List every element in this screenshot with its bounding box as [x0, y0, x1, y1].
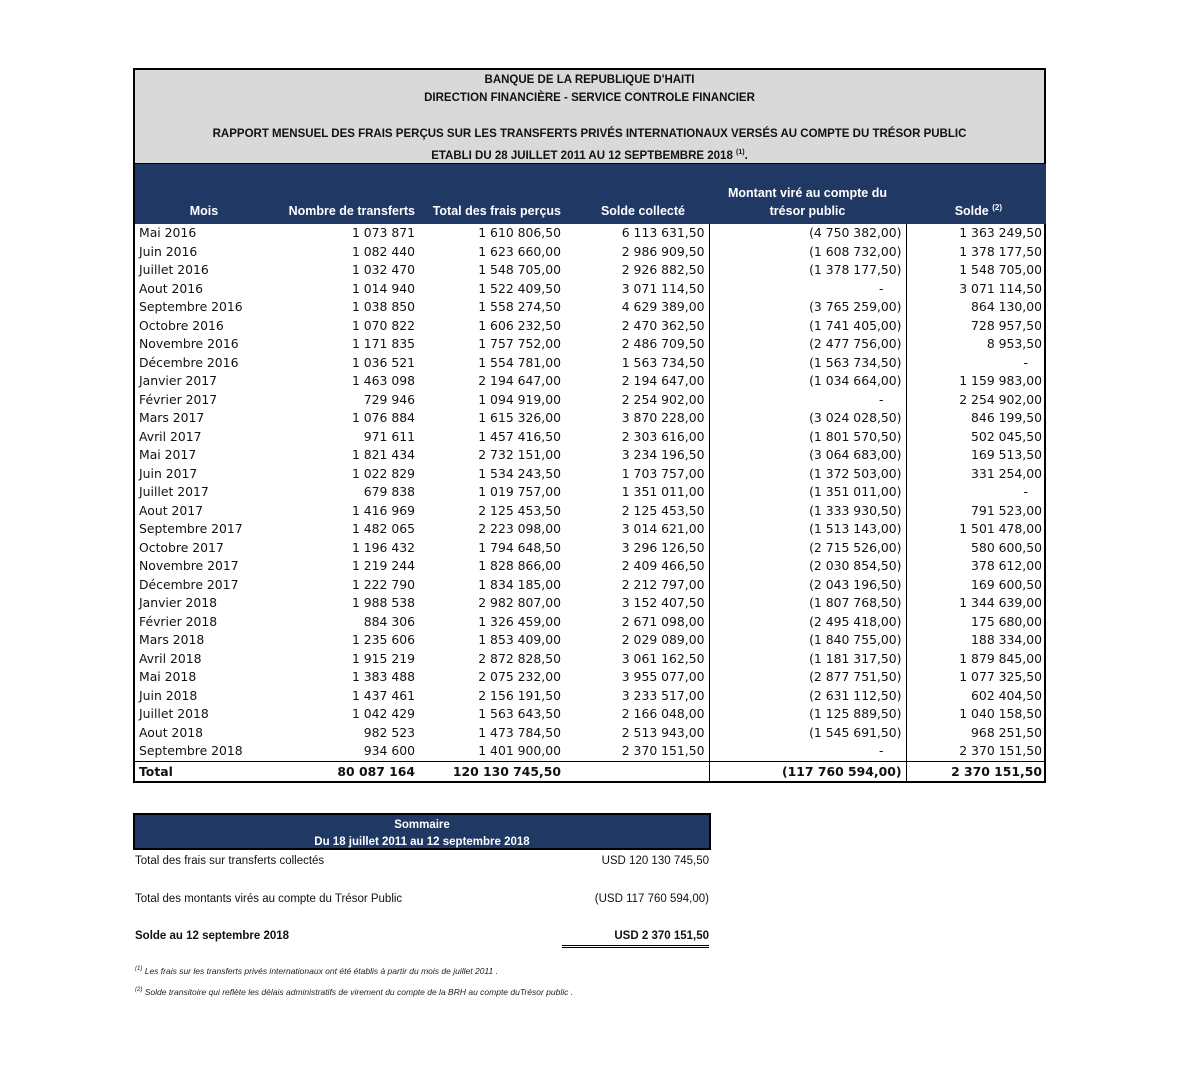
cell-transferts: 1 383 488 — [351, 669, 415, 684]
cell-vire: (1 741 405,00) — [709, 317, 906, 336]
cell-mois: Février 2017 — [139, 391, 218, 407]
cell-mois: Juin 2017 — [139, 465, 198, 481]
report-period: ETABLI DU 28 JUILLET 2011 AU 12 SEPTBEMBRE 2018 $^{(1)}$. — [431, 149, 748, 162]
summary-value: (USD 117 760 594,00) — [594, 893, 709, 905]
cell-solde: 1 159 983,00 — [959, 373, 1042, 388]
summary-value: USD 120 130 745,50 — [601, 855, 709, 867]
footnote-2: $^{(2)}$ Solde transitoire qui reflète les délais administratifs de virement du compte de la BRH au compte duTrésor public . — [135, 987, 574, 997]
cell-mois: Septembre 2017 — [139, 521, 243, 536]
cell-transferts: 1 076 884 — [351, 410, 415, 425]
cell-mois: Mars 2017 — [139, 410, 205, 425]
cell-mois: Décembre 2017 — [139, 576, 239, 592]
cell-frais: 2 194 647,00 — [478, 373, 561, 388]
cell-frais: 1 457 416,50 — [478, 428, 561, 444]
cell-vire: (1 840 755,00) — [709, 631, 906, 650]
cell-solde: 175 680,00 — [971, 613, 1042, 629]
col-header-solde-collecte: Solde collecté — [565, 164, 709, 224]
table-header-row — [135, 164, 1046, 224]
cell-frais: 1 534 243,50 — [478, 465, 561, 481]
cell-collecte: 1 563 734,50 — [565, 354, 709, 373]
cell-transferts: 1 482 065 — [351, 521, 415, 536]
total-label: Total — [135, 761, 273, 781]
cell-transferts: 1 014 940 — [351, 280, 415, 296]
cell-solde: 378 612,00 — [971, 558, 1042, 573]
cell-vire: (1 513 143,00) — [709, 520, 906, 539]
cell-transferts: 1 235 606 — [351, 632, 415, 647]
table-row — [135, 724, 1046, 743]
cell-mois: Novembre 2016 — [139, 336, 239, 351]
cell-transferts: 1 070 822 — [351, 317, 415, 333]
summary-label: Solde au 12 septembre 2018 — [135, 930, 290, 942]
cell-mois: Décembre 2016 — [139, 354, 239, 370]
cell-frais: 1 834 185,00 — [478, 576, 561, 592]
cell-mois: Juin 2018 — [139, 687, 198, 703]
cell-transferts: 1 038 850 — [351, 299, 415, 314]
cell-solde: 968 251,50 — [971, 724, 1042, 740]
cell-vire: (1 181 317,50) — [709, 650, 906, 669]
cell-solde: 1 344 639,00 — [959, 595, 1042, 610]
table-row — [135, 650, 1046, 669]
col-header-montant-vire: Montant viré au compte du trésor public — [709, 164, 906, 224]
cell-collecte: 4 629 389,00 — [565, 298, 709, 317]
cell-solde: 502 045,50 — [971, 428, 1042, 444]
cell-collecte: 3 234 196,50 — [565, 446, 709, 465]
cell-collecte: 2 513 943,00 — [565, 724, 709, 743]
cell-frais: 1 623 660,00 — [478, 243, 561, 259]
cell-frais: 2 156 191,50 — [478, 687, 561, 703]
table-row — [135, 428, 1046, 447]
table-row — [135, 335, 1046, 354]
cell-frais: 2 982 807,00 — [478, 595, 561, 610]
cell-vire: (2 477 756,00) — [709, 335, 906, 354]
cell-transferts: 1 219 244 — [351, 558, 415, 573]
cell-transferts: 679 838 — [363, 484, 415, 499]
col-header-solde: Solde $^{(2)}$ — [906, 164, 1046, 224]
cell-solde: - — [1023, 354, 1028, 370]
cell-vire: (1 034 664,00) — [709, 372, 906, 391]
cell-vire: (3 064 683,00) — [709, 446, 906, 465]
table-row — [135, 409, 1046, 428]
cell-frais: 1 828 866,00 — [478, 558, 561, 573]
cell-mois: Octobre 2017 — [139, 539, 224, 555]
cell-vire: (1 801 570,50) — [709, 428, 906, 447]
summary-label: Total des montants virés au compte du Trésor Public — [135, 893, 403, 905]
cell-solde: 3 071 114,50 — [959, 280, 1042, 296]
table-row — [135, 557, 1046, 576]
cell-solde: - — [1023, 484, 1028, 499]
cell-frais: 2 872 828,50 — [478, 650, 561, 666]
cell-collecte: 3 955 077,00 — [565, 668, 709, 687]
cell-collecte: 2 486 709,50 — [565, 335, 709, 354]
summary-label: Total des frais sur transferts collectés — [135, 855, 325, 867]
summary-header — [133, 813, 711, 850]
cell-mois: Aout 2018 — [139, 724, 204, 740]
cell-mois: Janvier 2018 — [139, 595, 218, 610]
cell-transferts: 1 073 871 — [351, 225, 415, 240]
cell-transferts: 971 611 — [363, 428, 415, 444]
cell-transferts: 1 042 429 — [351, 706, 415, 721]
cell-mois: Aout 2016 — [139, 280, 204, 296]
cell-collecte: 2 926 882,50 — [565, 261, 709, 280]
cell-solde: 2 370 151,50 — [959, 743, 1042, 758]
cell-solde: 1 040 158,50 — [959, 706, 1042, 721]
total-row — [135, 761, 1046, 781]
total-vire: (117 760 594,00) — [709, 761, 906, 781]
cell-mois: Novembre 2017 — [139, 558, 239, 573]
cell-mois: Aout 2017 — [139, 502, 204, 518]
cell-frais: 2 075 232,00 — [478, 669, 561, 684]
cell-collecte: 2 125 453,50 — [565, 502, 709, 521]
cell-transferts: 1 463 098 — [351, 373, 415, 388]
cell-solde: 1 548 705,00 — [959, 262, 1042, 277]
cell-frais: 1 853 409,00 — [478, 632, 561, 647]
footnote-ref-1: (1) — [736, 149, 745, 156]
bank-name: BANQUE DE LA REPUBLIQUE D'HAITI — [484, 74, 695, 86]
cell-vire: (1 563 734,50) — [709, 354, 906, 373]
cell-frais: 1 522 409,50 — [478, 280, 561, 296]
cell-transferts: 1 082 440 — [351, 243, 415, 259]
cell-solde: 1 363 249,50 — [959, 225, 1042, 240]
cell-frais: 1 558 274,50 — [478, 299, 561, 314]
cell-collecte: 1 703 757,00 — [565, 465, 709, 484]
footnote-1: $^{(1)}$ Les frais sur les transferts privés internationaux ont été établis à partir du mois de juillet 2011 . — [135, 966, 498, 976]
cell-solde: 580 600,50 — [971, 539, 1042, 555]
cell-collecte: 2 194 647,00 — [565, 372, 709, 391]
cell-transferts: 1 036 521 — [351, 354, 415, 370]
cell-collecte: 2 029 089,00 — [565, 631, 709, 650]
cell-solde: 2 254 902,00 — [959, 391, 1042, 407]
cell-vire: (1 351 011,00) — [709, 483, 906, 502]
cell-mois: Septembre 2018 — [139, 743, 243, 758]
table-row — [135, 298, 1046, 317]
cell-frais: 2 125 453,50 — [478, 502, 561, 518]
cell-vire: (2 715 526,00) — [709, 539, 906, 558]
cell-collecte: 1 351 011,00 — [565, 483, 709, 502]
cell-vire: (1 545 691,50) — [709, 724, 906, 743]
cell-vire: (2 495 418,00) — [709, 613, 906, 632]
cell-vire: (4 750 382,00) — [709, 224, 906, 243]
table-row — [135, 446, 1046, 465]
summary-section — [133, 813, 711, 942]
table-row — [135, 631, 1046, 650]
cell-frais: 1 606 232,50 — [478, 317, 561, 333]
cell-collecte: 3 870 228,00 — [565, 409, 709, 428]
col-header-frais: Total des frais perçus — [419, 164, 565, 224]
report-header — [135, 70, 1044, 164]
cell-solde: 1 501 478,00 — [959, 521, 1042, 536]
cell-collecte: 3 014 621,00 — [565, 520, 709, 539]
cell-frais: 1 615 326,00 — [478, 410, 561, 425]
summary-row-vire — [135, 891, 709, 907]
cell-collecte: 3 071 114,50 — [565, 280, 709, 299]
table-row — [135, 539, 1046, 558]
cell-mois: Juillet 2017 — [139, 484, 209, 499]
cell-transferts: 1 988 538 — [351, 595, 415, 610]
cell-vire: (2 043 196,50) — [709, 576, 906, 595]
cell-frais: 1 401 900,00 — [478, 743, 561, 758]
cell-mois: Juillet 2016 — [139, 262, 209, 277]
cell-vire: (1 608 732,00) — [709, 243, 906, 262]
cell-collecte: 2 254 902,00 — [565, 391, 709, 410]
table-row — [135, 243, 1046, 262]
cell-mois: Mai 2016 — [139, 225, 197, 240]
cell-frais: 1 326 459,00 — [478, 613, 561, 629]
summary-subtitle: Du 18 juillet 2011 au 12 septembre 2018 — [314, 836, 530, 848]
cell-collecte: 3 296 126,50 — [565, 539, 709, 558]
cell-collecte: 2 303 616,00 — [565, 428, 709, 447]
cell-frais: 1 548 705,00 — [478, 262, 561, 277]
total-transferts: 80 087 164 — [273, 761, 419, 781]
table-row — [135, 261, 1046, 280]
cell-collecte: 3 152 407,50 — [565, 594, 709, 613]
cell-collecte: 2 212 797,00 — [565, 576, 709, 595]
cell-collecte: 2 166 048,00 — [565, 705, 709, 724]
cell-transferts: 1 821 434 — [351, 447, 415, 462]
col-header-mois: Mois — [135, 164, 273, 224]
table-row — [135, 224, 1046, 243]
cell-solde: 791 523,00 — [971, 502, 1042, 518]
cell-mois: Mai 2018 — [139, 669, 197, 684]
cell-vire: (1 378 177,50) — [709, 261, 906, 280]
cell-mois: Juillet 2018 — [139, 706, 209, 721]
cell-frais: 1 563 643,50 — [478, 706, 561, 721]
cell-solde: 864 130,00 — [971, 299, 1042, 314]
cell-frais: 1 794 648,50 — [478, 539, 561, 555]
cell-mois: Mai 2017 — [139, 447, 197, 462]
cell-mois: Octobre 2016 — [139, 317, 224, 333]
table-row — [135, 613, 1046, 632]
cell-vire: - — [709, 280, 906, 299]
cell-vire: (1 333 930,50) — [709, 502, 906, 521]
cell-frais: 1 610 806,50 — [478, 225, 561, 240]
cell-solde: 8 953,50 — [986, 336, 1042, 351]
cell-collecte: 3 233 517,00 — [565, 687, 709, 706]
cell-vire: (2 030 854,50) — [709, 557, 906, 576]
cell-collecte: 2 370 151,50 — [565, 742, 709, 761]
table-row — [135, 668, 1046, 687]
cell-solde: 728 957,50 — [971, 317, 1042, 333]
cell-mois: Septembre 2016 — [139, 299, 243, 314]
table-row — [135, 576, 1046, 595]
cell-mois: Avril 2017 — [139, 428, 202, 444]
cell-vire: (1 125 889,50) — [709, 705, 906, 724]
table-row — [135, 520, 1046, 539]
total-collecte — [565, 761, 709, 781]
cell-mois: Juin 2016 — [139, 243, 198, 259]
cell-transferts: 1 915 219 — [351, 650, 415, 666]
cell-collecte: 2 470 362,50 — [565, 317, 709, 336]
summary-value: USD 2 370 151,50 — [562, 928, 709, 948]
department-name: DIRECTION FINANCIÈRE - SERVICE CONTROLE FINANCIER — [424, 92, 755, 104]
cell-frais: 1 473 784,50 — [478, 724, 561, 740]
table-row — [135, 280, 1046, 299]
cell-mois: Janvier 2017 — [139, 373, 218, 388]
summary-title: Sommaire — [394, 819, 450, 831]
cell-transferts: 1 022 829 — [351, 465, 415, 481]
cell-solde: 169 600,50 — [971, 576, 1042, 592]
cell-transferts: 1 222 790 — [351, 576, 415, 592]
cell-vire: (2 631 112,50) — [709, 687, 906, 706]
table-row — [135, 483, 1046, 502]
cell-collecte: 2 671 098,00 — [565, 613, 709, 632]
cell-transferts: 1 171 835 — [351, 336, 415, 351]
cell-vire: (3 765 259,00) — [709, 298, 906, 317]
footnote-ref-2: (2) — [992, 202, 1002, 212]
cell-solde: 846 199,50 — [971, 410, 1042, 425]
cell-solde: 1 378 177,50 — [959, 243, 1042, 259]
table-row — [135, 705, 1046, 724]
report-title: RAPPORT MENSUEL DES FRAIS PERÇUS SUR LES TRANSFERTS PRIVÉS INTERNATIONAUX VERSÉS AU COMPTE DU TRÉSOR PUBLIC — [212, 128, 967, 140]
report-table-frame — [133, 68, 1046, 783]
cell-vire: (1 807 768,50) — [709, 594, 906, 613]
cell-solde: 331 254,00 — [971, 465, 1042, 481]
cell-frais: 1 094 919,00 — [478, 391, 561, 407]
cell-transferts: 729 946 — [363, 391, 415, 407]
summary-row-solde — [135, 928, 709, 944]
cell-collecte: 6 113 631,50 — [565, 224, 709, 243]
cell-frais: 1 019 757,00 — [478, 484, 561, 499]
cell-solde: 169 513,50 — [971, 447, 1042, 462]
table-row — [135, 742, 1046, 761]
total-solde: 2 370 151,50 — [906, 761, 1046, 781]
cell-solde: 1 077 325,50 — [959, 669, 1042, 684]
cell-collecte: 2 986 909,50 — [565, 243, 709, 262]
table-row — [135, 317, 1046, 336]
cell-solde: 602 404,50 — [971, 687, 1042, 703]
table-row — [135, 502, 1046, 521]
table-row — [135, 372, 1046, 391]
cell-mois: Avril 2018 — [139, 650, 202, 666]
transfers-table — [135, 164, 1046, 781]
table-row — [135, 687, 1046, 706]
table-row — [135, 465, 1046, 484]
table-row — [135, 594, 1046, 613]
cell-frais: 2 223 098,00 — [478, 521, 561, 536]
cell-transferts: 884 306 — [363, 613, 415, 629]
cell-transferts: 1 032 470 — [351, 262, 415, 277]
cell-collecte: 2 409 466,50 — [565, 557, 709, 576]
cell-transferts: 934 600 — [363, 743, 415, 758]
cell-vire: - — [709, 391, 906, 410]
summary-row-frais — [135, 853, 709, 869]
cell-mois: Février 2018 — [139, 613, 218, 629]
cell-frais: 1 757 752,00 — [478, 336, 561, 351]
cell-frais: 2 732 151,00 — [478, 447, 561, 462]
cell-vire: (1 372 503,00) — [709, 465, 906, 484]
cell-transferts: 1 416 969 — [351, 502, 415, 518]
cell-mois: Mars 2018 — [139, 632, 205, 647]
col-header-transferts: Nombre de transferts — [273, 164, 419, 224]
cell-transferts: 1 196 432 — [351, 539, 415, 555]
table-row — [135, 391, 1046, 410]
cell-vire: (2 877 751,50) — [709, 668, 906, 687]
cell-collecte: 3 061 162,50 — [565, 650, 709, 669]
cell-vire: - — [709, 742, 906, 761]
total-frais: 120 130 745,50 — [419, 761, 565, 781]
cell-frais: 1 554 781,00 — [478, 354, 561, 370]
cell-solde: 188 334,00 — [971, 632, 1042, 647]
cell-transferts: 982 523 — [363, 724, 415, 740]
cell-vire: (3 024 028,50) — [709, 409, 906, 428]
cell-solde: 1 879 845,00 — [959, 650, 1042, 666]
table-row — [135, 354, 1046, 373]
cell-transferts: 1 437 461 — [351, 687, 415, 703]
